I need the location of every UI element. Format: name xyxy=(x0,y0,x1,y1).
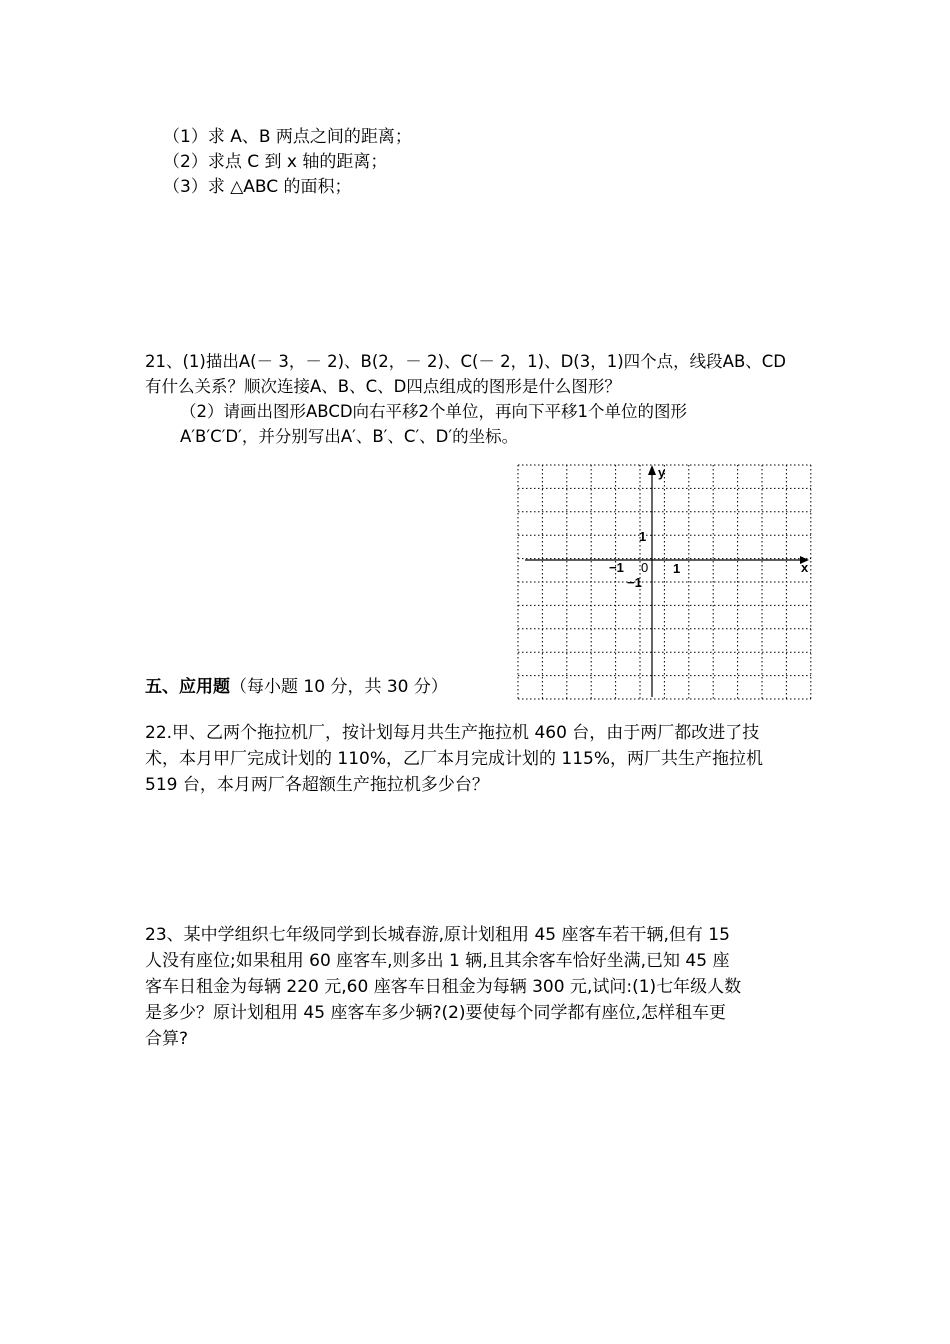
section-5-title: 五、应用题 xyxy=(145,677,230,697)
grid-lines xyxy=(518,465,811,699)
q23-line-1: 23、某中学组织七年级同学到长城春游,原计划租用 45 座客车若干辆,但有 15 xyxy=(145,925,730,945)
section-5-heading xyxy=(145,676,448,698)
q20-part-2: （2）求点 C 到 x 轴的距离； xyxy=(163,152,388,172)
q20-part-1: （1）求 A、B 两点之间的距离； xyxy=(163,127,412,147)
q23-line-2: 人没有座位;如果租用 60 座客车,则多出 1 辆,且其余客车恰好坐满,已知 45 座 xyxy=(145,951,730,971)
tick-label-y-minus-1: −1 xyxy=(627,575,642,590)
y-axis-arrow xyxy=(648,465,656,475)
tick-label-x-1: 1 xyxy=(673,561,681,576)
q22-line-3: 519 台，本月两厂各超额生产拖拉机多少台？ xyxy=(145,775,489,795)
q22-line-1: 22.甲、乙两个拖拉机厂，按计划每月共生产拖拉机 460 台，由于两厂都改进了技 xyxy=(145,723,760,743)
q21-line-2: 有什么关系？顺次连接A、B、C、D四点组成的图形是什么图形？ xyxy=(145,377,621,396)
origin-label: 0 xyxy=(641,560,649,575)
y-axis-label: y xyxy=(658,465,666,480)
coordinate-grid xyxy=(515,462,815,702)
q23-line-3: 客车日租金为每辆 220 元,60 座客车日租金为每辆 300 元,试问:(1)七年级人数 xyxy=(145,977,742,997)
q20-part-3: （3）求 △ABC 的面积； xyxy=(163,177,352,197)
tick-label-x-minus-1: −1 xyxy=(609,560,624,575)
q21-line-4: A′B′C′D′，并分别写出A′、B′、C′、D′的坐标。 xyxy=(180,427,519,446)
q23-line-5: 合算? xyxy=(145,1029,189,1049)
q21-line-1: 21、(1)描出A(－ 3，－ 2)、B(2，－ 2)、C(－ 2，1)、D(3，1)四个点，线段AB、CD xyxy=(145,352,786,371)
q21-line-3: （2）请画出图形ABCD向右平移2个单位，再向下平移1个单位的图形 xyxy=(180,402,688,421)
q22-line-2: 术，本月甲厂完成计划的 110%，乙厂本月完成计划的 115%，两厂共生产拖拉机 xyxy=(145,749,764,769)
section-5-note: （每小题 10 分，共 30 分） xyxy=(230,677,448,697)
tick-label-y-1: 1 xyxy=(639,529,647,544)
q23-line-4: 是多少？原计划租用 45 座客车多少辆?(2)要使每个同学都有座位,怎样租车更 xyxy=(145,1003,726,1023)
x-axis-label: x xyxy=(801,560,809,575)
